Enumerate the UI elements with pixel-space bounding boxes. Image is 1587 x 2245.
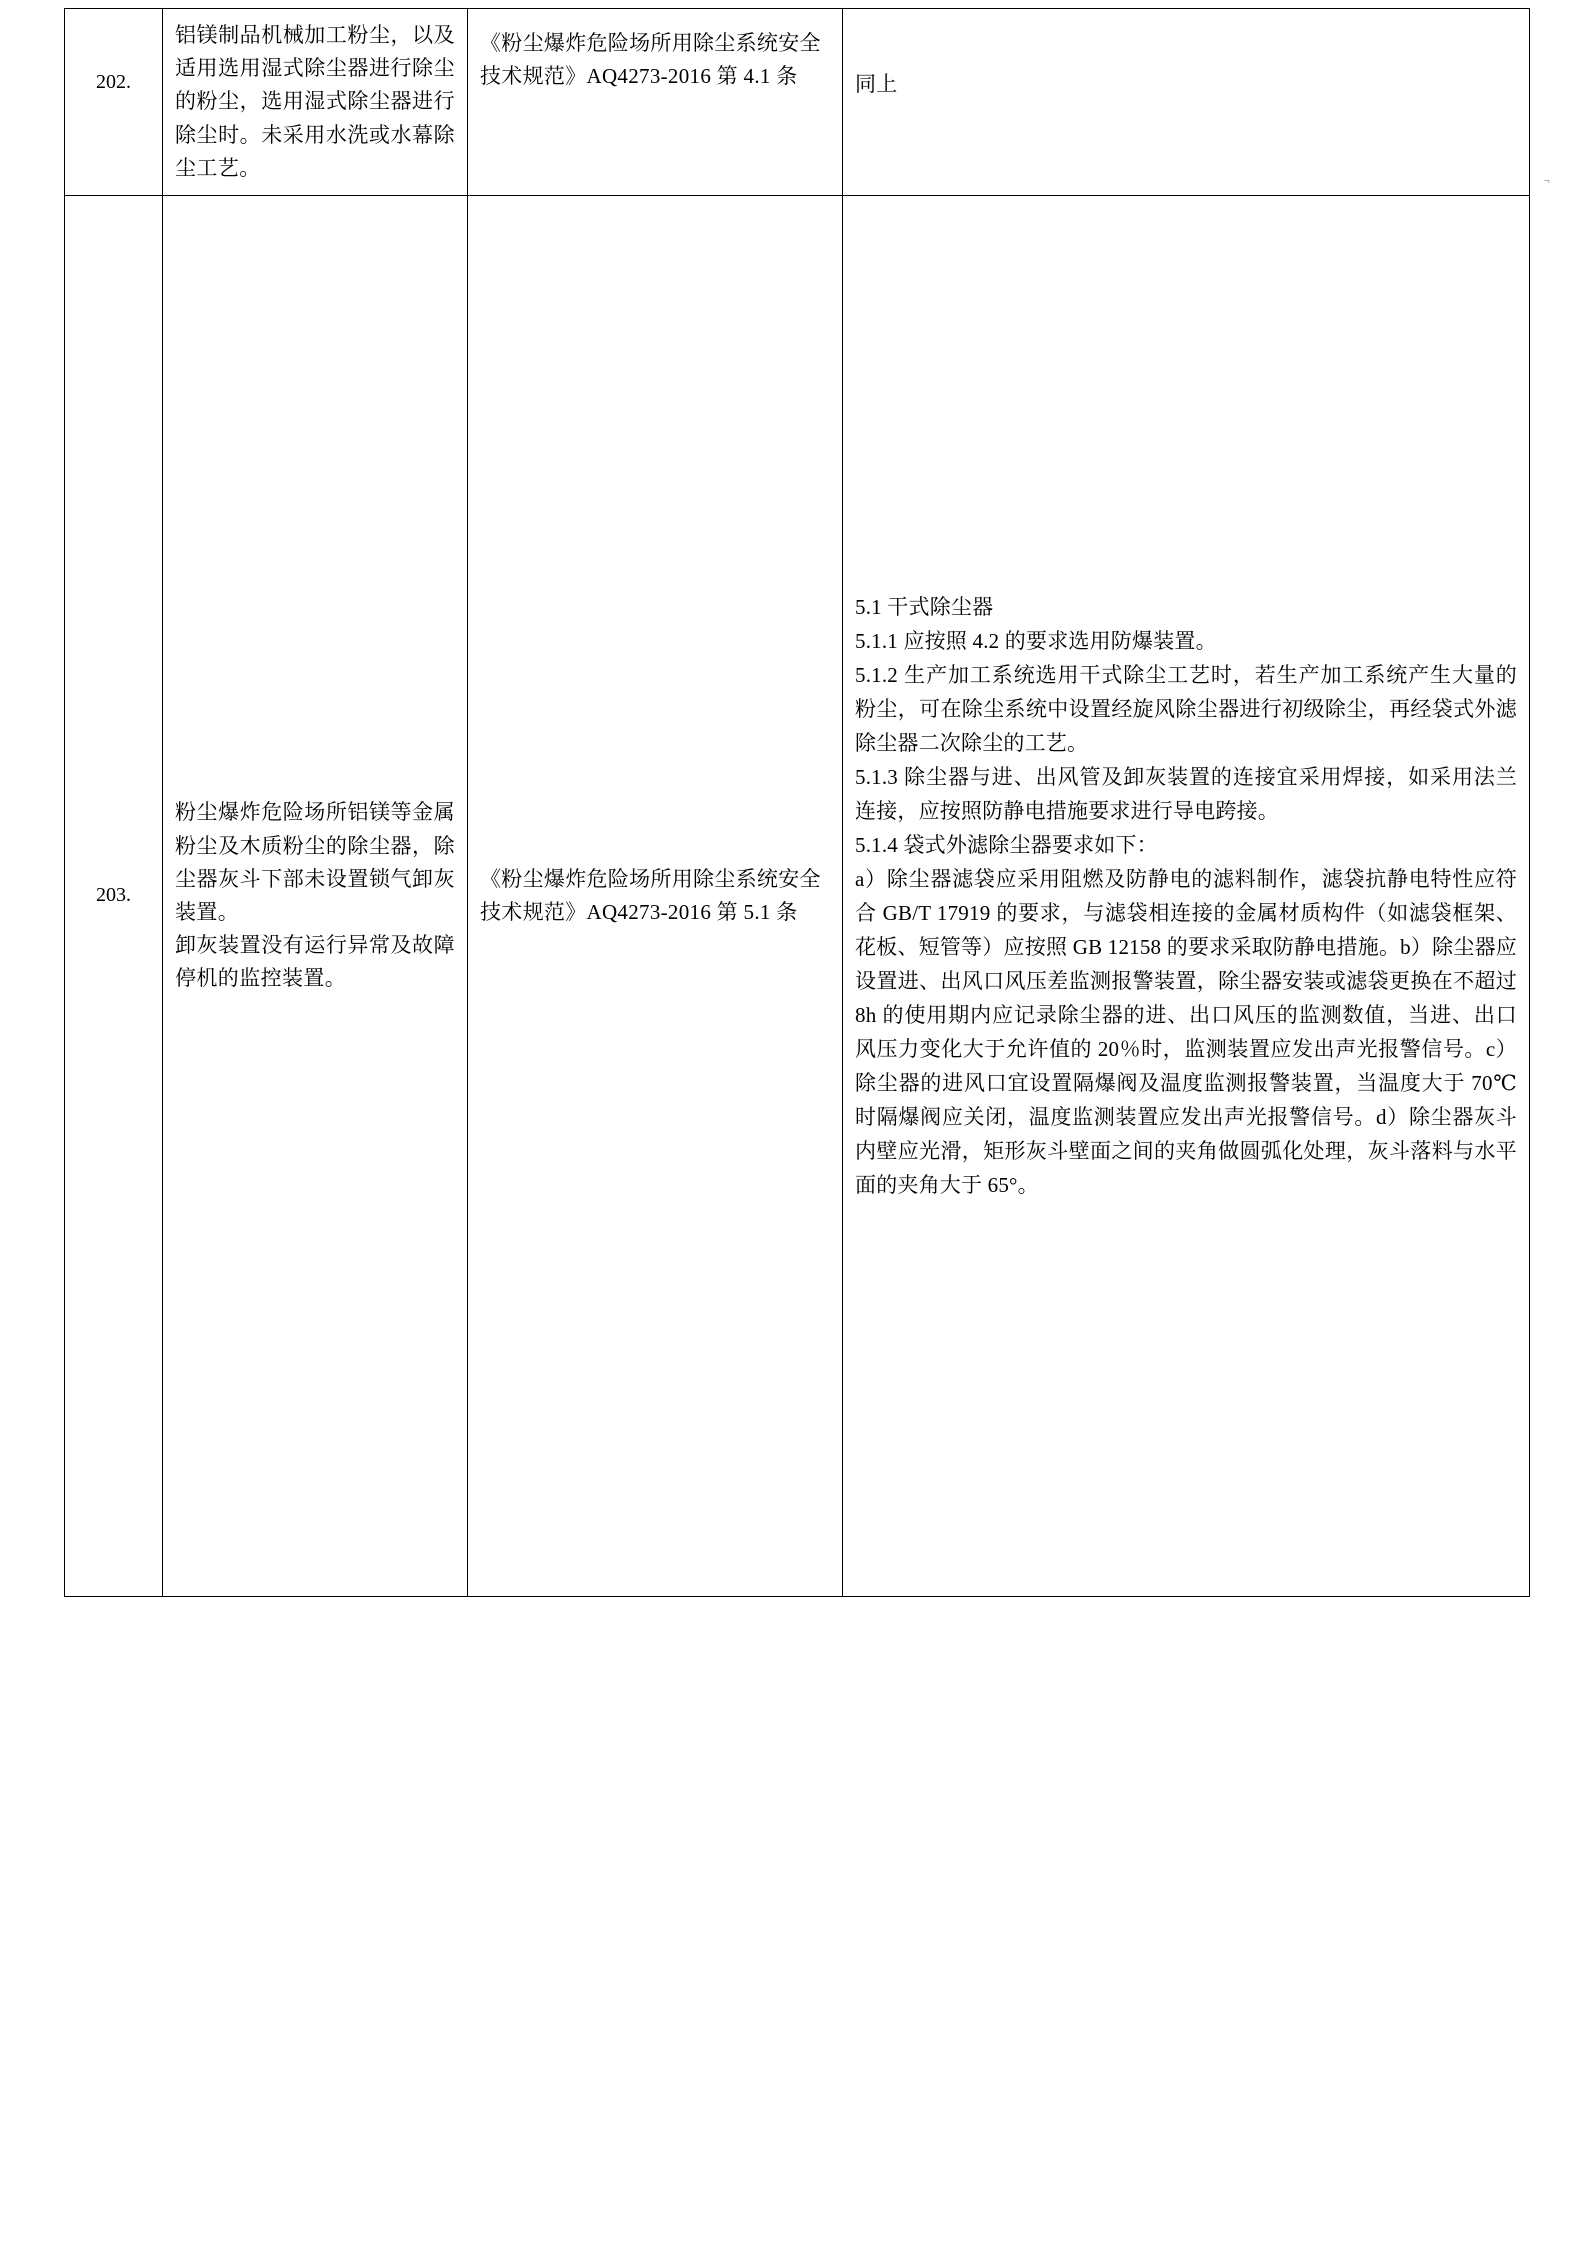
requirements-table xyxy=(64,8,1530,1597)
content-paragraph: 5.1.1 应按照 4.2 的要求选用防爆装置。 xyxy=(855,628,1217,653)
row-content xyxy=(843,195,1530,1596)
content-paragraph: 5.1 干式除尘器 xyxy=(855,594,994,619)
row-content: 同上 xyxy=(843,9,1530,196)
page-margin-mark: ¬ xyxy=(1544,176,1550,187)
row-description: 铝镁制品机械加工粉尘，以及适用选用湿式除尘器进行除尘的粉尘，选用湿式除尘器进行除尘时。未采用水洗或水幕除尘工艺。 xyxy=(163,9,468,196)
table-row xyxy=(65,9,1530,196)
row-basis: 《粉尘爆炸危险场所用除尘系统安全技术规范》AQ4273-2016 第 5.1 条 xyxy=(468,195,843,1596)
row-number: 202. xyxy=(65,9,163,196)
content-paragraph: 5.1.3 除尘器与进、出风管及卸灰装置的连接宜采用焊接，如采用法兰连接，应按照防静电措施要求进行导电跨接。 xyxy=(855,764,1517,823)
row-basis: 《粉尘爆炸危险场所用除尘系统安全技术规范》AQ4273-2016 第 4.1 条 xyxy=(468,9,843,196)
content-paragraph: 5.1.4 袋式外滤除尘器要求如下： xyxy=(855,832,1158,857)
content-paragraph: 5.1.2 生产加工系统选用干式除尘工艺时，若生产加工系统产生大量的粉尘，可在除尘系统中设置经旋风除尘器进行初级除尘，再经袋式外滤除尘器二次除尘的工艺。 xyxy=(855,662,1517,755)
content-paragraph: a）除尘器滤袋应采用阻燃及防静电的滤料制作，滤袋抗静电特性应符合 GB/T 17919 的要求，与滤袋相连接的金属材质构件（如滤袋框架、花板、短管等）应按照 GB 12158 的要求采取防静电措施。b）除尘器应设置进、出风口风压差监测报警装置，除尘器安装或滤袋更换在不超过 8h 的使用期内应记录除尘器的进、出口风压的监测数值，当进、出口风压力变化大于允许值的 20％时，监测装置应发出声光报警信号。c）除尘器的进风口宜设置隔爆阀及温度监测报警装置，当温度大于 70℃时隔爆阀应关闭，温度监测装置应发出声光报警信号。d）除尘器灰斗内壁应光滑，矩形灰斗壁面之间的夹角做圆弧化处理，灰斗落料与水平面的夹角大于 65°。 xyxy=(855,866,1517,1197)
table-row xyxy=(65,195,1530,1596)
row-description xyxy=(163,195,468,1596)
description-paragraph: 粉尘爆炸危险场所铝镁等金属粉尘及木质粉尘的除尘器，除尘器灰斗下部未设置锁气卸灰装置。 xyxy=(175,800,455,924)
description-paragraph: 卸灰装置没有运行异常及故障停机的监控装置。 xyxy=(175,933,455,991)
row-number: 203. xyxy=(65,195,163,1596)
